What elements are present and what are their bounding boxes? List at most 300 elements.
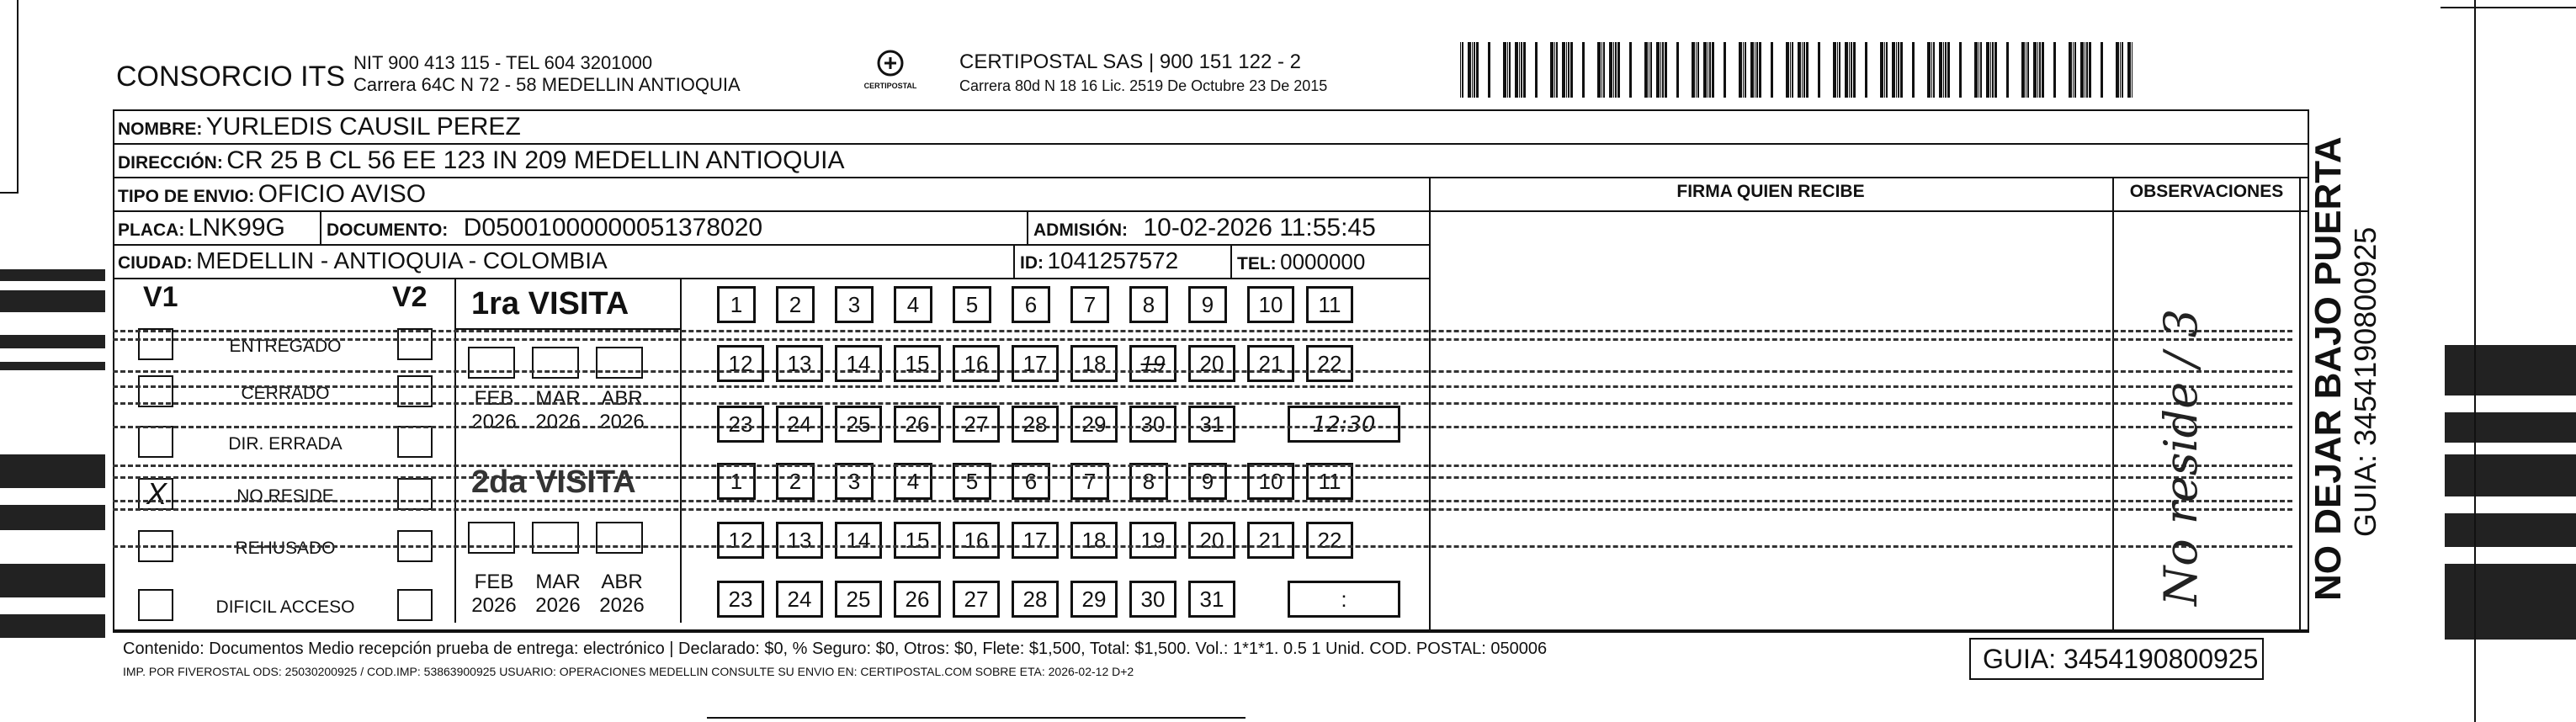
barcode-bar [2116,42,2119,98]
day-box[interactable]: 12 [717,345,764,382]
company-name: CONSORCIO ITS [116,61,346,93]
month-checkbox[interactable] [468,522,515,554]
id-field [1020,247,1178,274]
guia-vertical [2348,227,2383,537]
barcode-bar [1759,42,1761,98]
barcode-bar [1697,42,1699,98]
barcode-bar [1615,42,1617,98]
barcode-bar [1535,42,1538,98]
barcode-bar [1739,42,1742,98]
barcode-bar [2132,42,2133,98]
barcode-bar [2089,42,2091,98]
barcode [1460,42,2135,98]
barcode-bar [1943,42,1944,98]
barcode-bar [1509,42,1511,98]
day-box[interactable]: 22 [1306,345,1353,382]
placa-value: LNK99G [188,214,285,242]
barcode-bar [1927,42,1931,98]
barcode-bar [1562,42,1565,98]
barcode-bar [1676,42,1679,98]
row-line [113,244,1431,246]
barcode-bar [2042,42,2044,98]
barcode-bar [1566,42,1567,98]
barcode-bar [1692,42,1695,98]
tipo-label-text: TIPO DE ENVIO: [118,187,255,206]
barcode-bar [2006,42,2009,98]
no-dejar-vertical [2308,136,2350,601]
observaciones-header: OBSERVACIONES [2129,182,2284,201]
v2-checkbox[interactable] [397,589,433,621]
day-box[interactable]: 18 [1070,522,1118,559]
day-box[interactable]: 15 [894,345,941,382]
nombre-label-text: NOMBRE: [118,119,203,139]
v1-checkbox[interactable] [138,426,173,458]
barcode-bar [2127,42,2131,98]
barcode-bar [1656,42,1660,98]
month-label: ABR [601,571,643,593]
v2-checkbox[interactable] [397,426,433,458]
day-box[interactable]: 21 [1247,522,1294,559]
scan-streak [0,335,105,348]
barcode-bar [1488,42,1490,98]
carrier-line-2: Carrera 80d N 18 16 Lic. 2519 De Octubre 23 De 2015 [959,77,1328,94]
certipostal-logo-icon [875,49,906,77]
bottom-line [707,717,1246,719]
day-box[interactable]: 7 [1070,463,1109,500]
barcode-bar [1786,42,1789,98]
footer-line [113,631,2309,633]
admision-value: 10-02-2026 11:55:45 [1143,214,1376,242]
scan-dash [113,465,2292,467]
barcode-bar [2039,42,2041,98]
barcode-bar [1892,42,1895,98]
barcode-bar [1839,42,1840,98]
barcode-bar [1743,42,1744,98]
barcode-bar [1709,42,1711,98]
barcode-bar [1556,42,1558,98]
day-box[interactable]: 2 [776,463,815,500]
firma-header: FIRMA QUIEN RECIBE [1676,182,1865,201]
barcode-bar [2120,42,2121,98]
barcode-bar [1771,42,1773,98]
barcode-bar [1662,42,1664,98]
barcode-bar [1806,42,1809,98]
month-label: ABR [601,387,643,410]
barcode-bar [1603,42,1605,98]
barcode-bar [1472,42,1473,98]
day-box[interactable]: 31 [1188,581,1235,618]
v1-checkbox[interactable] [138,589,173,621]
year-label: 2026 [599,594,645,617]
barcode-bar [1568,42,1570,98]
scan-dash [113,385,2292,388]
barcode-bar [1665,42,1667,98]
barcode-bar [2101,42,2103,98]
tipo-envio [118,180,426,209]
day-box[interactable]: 11 [1306,463,1353,500]
day-box[interactable]: 26 [894,581,941,618]
day-box[interactable]: 29 [1070,581,1118,618]
day-box[interactable]: 15 [894,522,941,559]
month-checkbox[interactable] [532,347,579,379]
day-box[interactable]: 23 [717,406,764,443]
barcode-bar [1837,42,1838,98]
hour-entry: 12:30 [1312,412,1376,438]
day-box[interactable]: 24 [776,406,823,443]
month-checkbox[interactable] [596,347,643,379]
barcode-bar [1570,42,1573,98]
barcode-bar [1818,42,1820,98]
footer-line-1: Contenido: Documentos Medio recepción prueba de entrega: electrónico | Declarado: $0, % Seguro: $0, Otros: $0, Flete: $1,500, Total: $1,500. Vol.: 1*1*1. 0.5 1 Unid. COD. POSTAL: 050006 [123,640,1548,658]
barcode-bar [1609,42,1612,98]
tipo-value: OFICIO AVISO [258,180,427,208]
admision-label-text: ADMISIÓN: [1033,220,1128,240]
day-box[interactable]: 18 [1070,345,1118,382]
barcode-bar [2027,42,2029,98]
second-visit-title: 2da VISITA [471,465,636,500]
barcode-bar [1550,42,1554,98]
barcode-bar [1845,42,1848,98]
tel-field [1237,249,1365,275]
day-box[interactable]: 27 [953,581,1000,618]
direccion-value: CR 25 B CL 56 EE 123 IN 209 MEDELLIN ANTIOQUIA [226,146,845,174]
barcode-bar [1523,42,1526,98]
day-box[interactable]: 25 [835,406,882,443]
ciudad-field [118,247,608,274]
cell-divider [320,210,321,244]
scan-dash [113,330,2292,332]
scan-streak [2445,454,2576,496]
barcode-bar [2080,42,2084,98]
day-box[interactable]: 21 [1247,345,1294,382]
placa-label-text: PLACA: [118,220,185,240]
month-label: MAR [535,387,581,410]
day-box[interactable]: 3 [835,463,874,500]
barcode-bar [1798,42,1801,98]
day-box[interactable]: 23 [717,581,764,618]
barcode-bar [1468,42,1471,98]
barcode-bar [1980,42,1982,98]
day-box[interactable]: 30 [1129,581,1176,618]
barcode-bar [1912,42,1915,98]
carrier-line-1: CERTIPOSTAL SAS | 900 151 122 - 2 [959,50,1301,73]
scan-dash [113,426,2292,428]
day-box[interactable]: 20 [1188,522,1235,559]
documento-label-text: DOCUMENTO: [327,220,449,240]
nombre-value: YURLEDIS CAUSIL PEREZ [205,113,521,141]
row-line [113,177,2309,178]
day-box[interactable]: 5 [953,463,991,500]
month-checkbox[interactable] [596,522,643,554]
barcode-bar [2069,42,2072,98]
barcode-graphic [1460,42,2135,98]
reason-label: ENTREGADO [229,337,342,356]
barcode-bar [1644,42,1648,98]
barcode-bar [1880,42,1883,98]
logo-text: CERTIPOSTAL [863,82,917,90]
day-box[interactable]: 8 [1129,463,1168,500]
barcode-bar [1959,42,1962,98]
reason-label: DIFICIL ACCESO [215,597,355,617]
col-divider [2299,177,2301,631]
day-box[interactable]: 3 [835,286,874,323]
scan-dash [113,500,2292,502]
scan-streak [0,614,105,638]
barcode-bar [1931,42,1932,98]
barcode-bar [1476,42,1479,98]
v1-checkbox[interactable] [138,478,173,510]
barcode-bar [1803,42,1805,98]
barcode-bar [1519,42,1520,98]
barcode-bar [1696,42,1697,98]
row-line [113,143,2309,145]
admision-field [1033,214,1376,242]
barcode-bar [1833,42,1836,98]
cell-divider [1230,244,1232,278]
handwritten-observation-text: No reside / 3 [2154,308,2207,606]
day-box[interactable]: 4 [894,463,932,500]
reason-label: DIR. ERRADA [228,434,343,454]
day-box[interactable]: 13 [776,345,823,382]
day-box[interactable]: 27 [953,406,1000,443]
nombre-label [118,113,521,141]
year-label: 2026 [471,411,517,433]
company-line-2: Carrera 64C N 72 - 58 MEDELLIN ANTIOQUIA [353,74,741,95]
barcode-bar [1629,42,1632,98]
documento-field [327,214,762,242]
barcode-bar [2033,42,2037,98]
day-box[interactable]: 8 [1129,286,1168,323]
day-box[interactable]: 16 [953,522,1000,559]
ciudad-value: MEDELLIN - ANTIOQUIA - COLOMBIA [196,247,608,273]
day-box[interactable]: 26 [894,406,941,443]
reason-label: NO RESIDE [236,486,334,506]
day-box[interactable]: 19 [1129,345,1176,382]
day-box[interactable]: 13 [776,522,823,559]
scan-dash [113,476,2292,479]
barcode-bar [1507,42,1508,98]
cell-divider [1027,210,1028,244]
time-separator: : [1341,587,1347,612]
v2-checkbox[interactable] [397,478,433,510]
certipostal-logo [857,49,924,90]
scan-streak [0,362,105,370]
barcode-bar [1896,42,1897,98]
day-box[interactable]: 4 [894,286,932,323]
barcode-bar [1597,42,1601,98]
day-box[interactable]: 25 [835,581,882,618]
barcode-bar [1933,42,1935,98]
barcode-bar [1978,42,1979,98]
barcode-bar [1462,42,1463,98]
barcode-bar [1582,42,1585,98]
barcode-bar [1851,42,1852,98]
year-label: 2026 [535,411,581,433]
documento-value: D05001000000051378020 [463,214,763,242]
barcode-bar [1601,42,1602,98]
scan-streak [0,269,105,281]
barcode-bar [2122,42,2123,98]
day-box[interactable]: 10 [1247,286,1294,323]
day-box[interactable]: 20 [1188,345,1235,382]
cell-divider [1013,244,1015,278]
barcode-bar [1986,42,1989,98]
row-line [113,278,1431,279]
day-box[interactable]: 10 [1247,463,1294,500]
company-line-1: NIT 900 413 115 - TEL 604 3201000 [353,52,653,73]
scan-streak [2445,345,2576,396]
barcode-bar [1992,42,1994,98]
year-label: 2026 [599,411,645,433]
day-box[interactable]: 31 [1188,406,1235,443]
footer-line-2: IMP. POR FIVEROSTAL ODS: 25030200925 / COD.IMP: 53863900925 USUARIO: OPERACIONES MEDELLIN CONSULTE SU ENVIO EN: CERTIPOSTAL.COM SOBRE ETA: 2026-02-12 D+2 [123,665,1134,678]
scan-edge-line [0,192,19,194]
v1-checkbox[interactable] [138,328,173,360]
no-dejar-text: NO DEJAR BAJO PUERTA [2308,136,2349,601]
barcode-bar [1849,42,1850,98]
day-box[interactable]: 22 [1306,522,1353,559]
barcode-bar [2021,42,2025,98]
barcode-bar [1994,42,1997,98]
barcode-bar [1939,42,1942,98]
hour-box-1[interactable] [1288,406,1400,443]
barcode-bar [1756,42,1758,98]
v2-header: V2 [392,281,428,313]
barcode-bar [1515,42,1518,98]
month-label: MAR [535,571,581,593]
day-box[interactable]: 24 [776,581,823,618]
reason-label: REHUSADO [235,539,336,558]
barcode-bar [1660,42,1661,98]
scan-dash [113,338,2292,341]
barcode-bar [1703,42,1707,98]
day-box[interactable]: 29 [1070,406,1118,443]
day-box[interactable]: 1 [717,463,756,500]
day-box[interactable]: 16 [953,345,1000,382]
v1-mark: X [146,476,167,511]
scan-edge-line [2441,7,2576,8]
scan-dash [113,508,2292,511]
day-box[interactable]: 17 [1012,522,1059,559]
month-checkbox[interactable] [468,347,515,379]
barcode-bar [2037,42,2038,98]
barcode-bar [1886,42,1888,98]
day-box[interactable]: 6 [1012,463,1050,500]
day-box[interactable]: 12 [717,522,764,559]
placa-field [118,214,285,242]
barcode-bar [1745,42,1746,98]
barcode-bar [1865,42,1867,98]
reason-label: CERRADO [241,384,330,403]
day-box[interactable]: 1 [717,286,756,323]
day-box[interactable]: 7 [1070,286,1109,323]
hour-box-2[interactable] [1288,581,1400,618]
barcode-bar [1712,42,1714,98]
barcode-bar [2086,42,2088,98]
barcode-bar [2073,42,2074,98]
barcode-bar [1650,42,1652,98]
tel-value: 0000000 [1280,249,1366,274]
scan-edge-line [17,0,19,194]
row-line [113,210,2309,212]
day-box[interactable]: 28 [1012,406,1059,443]
barcode-bar [2053,42,2056,98]
barcode-bar [1884,42,1885,98]
day-box[interactable]: 5 [953,286,991,323]
first-visit-title: 1ra VISITA [471,286,629,321]
handwritten-observation [2154,309,2207,606]
scan-dash [113,370,2292,373]
barcode-bar [1617,42,1620,98]
barcode-bar [1802,42,1803,98]
guia-vertical-text: GUIA: 3454190800925 [2348,226,2382,537]
scan-dash [113,545,2292,548]
barcode-bar [1898,42,1899,98]
scan-streak [2445,564,2576,640]
tel-label-text: TEL: [1237,254,1277,273]
year-label: 2026 [471,594,517,617]
v2-checkbox[interactable] [397,328,433,360]
barcode-bar [1900,42,1903,98]
day-box[interactable]: 14 [835,522,882,559]
scan-dash [113,402,2292,405]
day-box[interactable]: 9 [1188,286,1227,323]
scan-streak [2445,412,2576,443]
day-box[interactable]: 14 [835,345,882,382]
month-checkbox[interactable] [532,522,579,554]
barcode-bar [1974,42,1978,98]
month-label: FEB [474,387,514,410]
barcode-bar [1503,42,1506,98]
barcode-bar [1853,42,1856,98]
id-label-text: ID: [1020,253,1044,273]
day-box[interactable]: 30 [1129,406,1176,443]
barcode-bar [1613,42,1614,98]
scan-streak [0,454,105,488]
day-box[interactable]: 28 [1012,581,1059,618]
direccion-label [118,146,845,175]
id-value: 1041257572 [1047,247,1179,273]
day-box[interactable]: 6 [1012,286,1050,323]
barcode-bar [1724,42,1726,98]
barcode-bar [1460,42,1461,98]
scan-edge-line [2474,0,2476,722]
barcode-bar [1790,42,1791,98]
barcode-bar [1945,42,1947,98]
barcode-bar [1947,42,1950,98]
day-box[interactable]: 11 [1306,286,1353,323]
day-box[interactable]: 19 [1129,522,1176,559]
barcode-bar [1990,42,1991,98]
day-box[interactable]: 17 [1012,345,1059,382]
guia-footer: GUIA: 3454190800925 [1983,644,2259,674]
day-box[interactable]: 9 [1188,463,1227,500]
barcode-bar [1792,42,1793,98]
scan-streak [0,564,105,597]
scan-streak [2445,513,2576,547]
v1-header: V1 [143,281,178,313]
barcode-bar [2074,42,2076,98]
barcode-bar [1521,42,1522,98]
barcode-bar [1554,42,1555,98]
scan-streak [0,290,105,312]
barcode-bar [1474,42,1475,98]
barcode-bar [1750,42,1754,98]
scan-streak [0,505,105,530]
ciudad-label-text: CIUDAD: [118,253,193,273]
month-label: FEB [474,571,514,593]
day-box[interactable]: 2 [776,286,815,323]
